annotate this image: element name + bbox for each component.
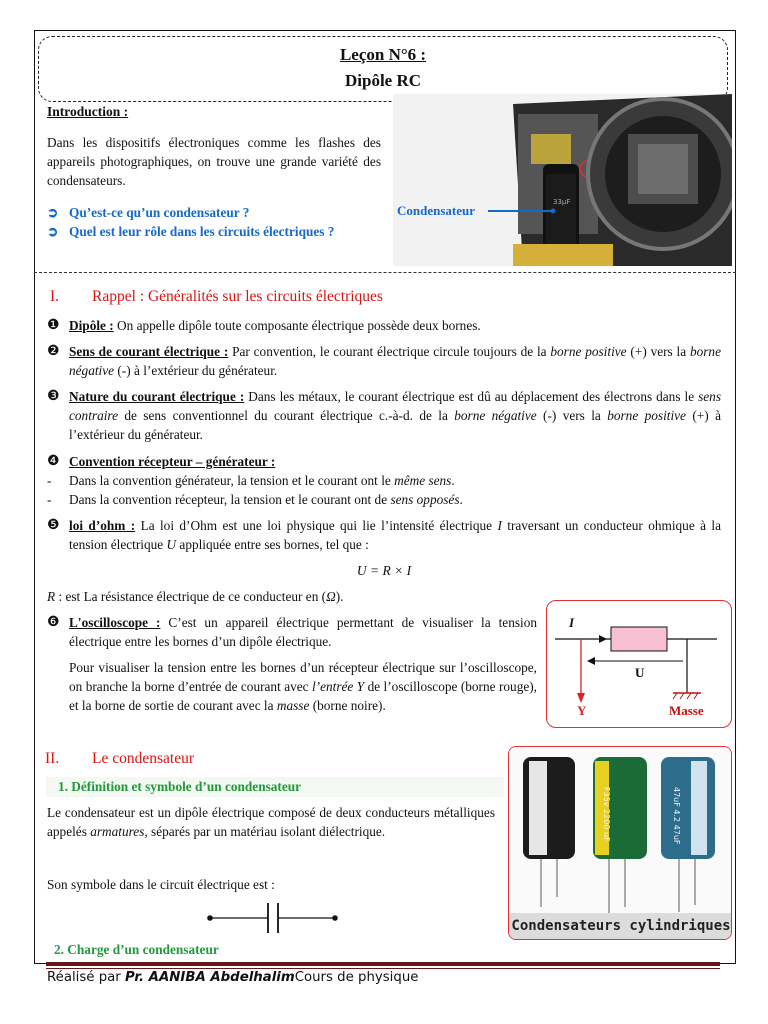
bullet-6: ❻	[47, 615, 60, 630]
divider	[34, 272, 736, 273]
footer: Réalisé par Pr. AANIBA AbdelhalimCours de physique	[47, 970, 419, 985]
item-convention-line2: - Dans la convention récepteur, la tension et le courant ont de sens opposés.	[47, 492, 463, 507]
symbol-text: Son symbole dans le circuit électrique est :	[47, 877, 275, 892]
lesson-title: Dipôle RC	[344, 71, 422, 90]
camera-photo	[393, 94, 732, 266]
section1-number: I.	[50, 288, 60, 305]
bullet-3: ❸	[47, 389, 60, 404]
title-box	[38, 36, 728, 102]
item-convention-line1: - Dans la convention générateur, la tension et le courant ont le même sens.	[47, 473, 455, 488]
item-nature-courant: Nature du courant électrique : Dans les métaux, le courant électrique est dû au déplacement des électrons dans le sens contraire de sens conventionnel du courant électrique c.-à-d. de la borne négative (-) vers la borne positive (+) à l’extérieur du générateur.	[69, 389, 721, 442]
diagram-masse-label: Masse	[669, 703, 704, 718]
diagram-current-label: I	[569, 615, 575, 630]
intro-question-2: ➲ Quel est leur rôle dans les circuits électriques ?	[47, 224, 335, 239]
arrow-icon: ➲	[47, 205, 59, 220]
bullet-1: ❶	[47, 318, 60, 333]
footer-rule-thin	[46, 968, 720, 969]
section1-title: Rappel : Généralités sur les circuits électriques	[92, 288, 383, 305]
intro-question-1: ➲ Qu’est-ce qu’un condensateur ?	[47, 205, 250, 220]
subsection-definition: 1. Définition et symbole d’un condensateur	[58, 779, 302, 794]
section2-number: II.	[45, 750, 60, 767]
author-name: Pr. AANIBA Abdelhalim	[124, 970, 295, 985]
item-convention-heading: Convention récepteur – générateur :	[69, 454, 276, 469]
section2-title: Le condensateur	[92, 750, 194, 767]
photo-label: Condensateur	[397, 203, 476, 218]
item-loi-ohm: loi d’ohm : La loi d’Ohm est une loi physique qui lie l’intensité électrique I traversant un conducteur ohmique à la tension électrique U appliquée entre ses bornes, tel que :	[69, 518, 722, 552]
bullet-5: ❺	[47, 518, 60, 533]
resistance-definition: R : est La résistance électrique de ce conducteur en (Ω).	[47, 589, 344, 604]
svg-text:33μF: 33μF	[553, 198, 571, 206]
item-dipole: Dipôle : On appelle dipôle toute composante électrique possède deux bornes.	[69, 318, 481, 333]
bullet-2: ❷	[47, 344, 60, 359]
intro-paragraph: Dans les dispositifs électroniques comme les flashes des appareils photographiques, on trouve une grande variété des condensateurs.	[47, 135, 381, 188]
item-sens-courant: Sens de courant électrique : Par convention, le courant électrique circule toujours de la borne positive (+) vers la borne négative (-) à l’extérieur du générateur.	[69, 344, 721, 378]
footer-rule	[46, 962, 720, 966]
item-oscilloscope: L'oscilloscope : C’est un appareil électrique permettant de visualiser la tension électrique entre les bornes d’un dipôle électrique.	[69, 615, 538, 649]
arrow-icon: ➲	[47, 224, 59, 239]
capacitor-symbol	[205, 902, 340, 934]
capacitor-label-blue: 47uF 4.2 47uF	[672, 787, 681, 845]
capacitor-definition: Le condensateur est un dipôle électrique composé de deux conducteurs métalliques appelés armatures, séparés par un matériau isolant diélectrique.	[47, 805, 495, 839]
ohm-formula: U = R × I	[356, 563, 412, 578]
diagram-voltage-label: U	[635, 665, 645, 680]
oscilloscope-diagram	[546, 600, 732, 728]
capacitor-label-green: F35v 2200 uF	[602, 787, 611, 842]
oscilloscope-explanation: Pour visualiser la tension entre les bornes d’un récepteur électrique sur l’oscilloscope, on branche la borne d’entrée de courant avec l’entrée Y de l’oscilloscope (borne rouge), et la borne de sortie de courant avec la masse (borne noire).	[69, 660, 537, 713]
subsection-charge: 2. Charge d’un condensateur	[54, 942, 219, 957]
bullet-4: ❹	[47, 454, 60, 469]
intro-heading: Introduction :	[47, 104, 129, 119]
photo-caption: Condensateurs cylindriques	[511, 918, 731, 934]
capacitors-photo	[508, 746, 732, 940]
lesson-number: Leçon N°6 :	[339, 45, 427, 64]
diagram-y-label: Y	[577, 703, 587, 718]
